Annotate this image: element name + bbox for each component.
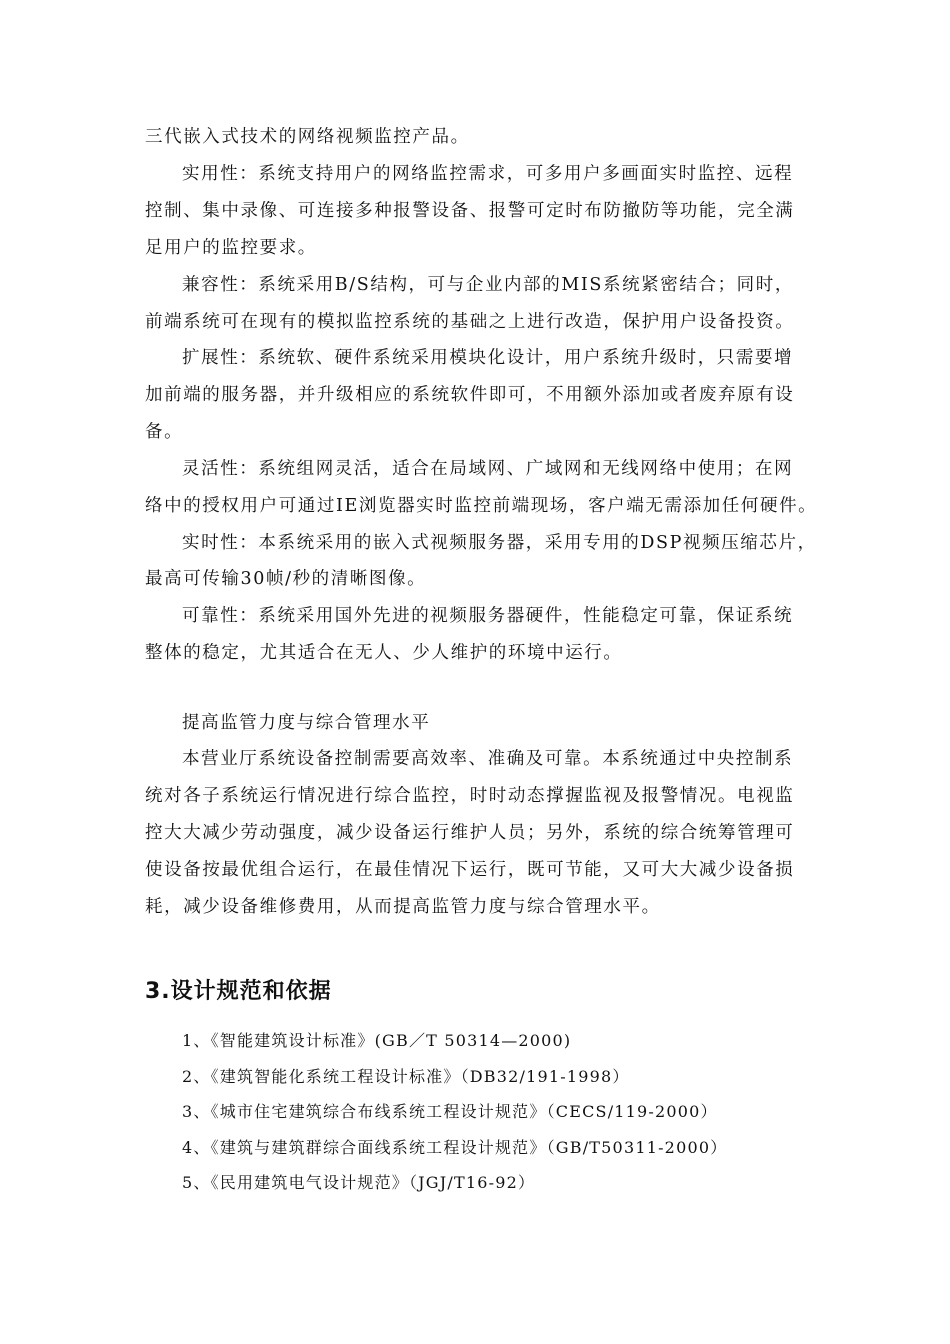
body-text-line: 控制、集中录像、可连接多种报警设备、报警可定时布防撤防等功能，完全满 xyxy=(145,201,795,221)
body-text-line: 兼容性：系统采用B/S结构，可与企业内部的MIS系统紧密结合；同时， xyxy=(182,275,794,295)
reference-item: 3、《城市住宅建筑综合布线系统工程设计规范》（CECS/119-2000） xyxy=(182,1102,718,1121)
body-text-line: 最高可传输30帧/秒的清晰图像。 xyxy=(145,569,427,589)
body-text-line: 耗，减少设备维修费用，从而提高监管力度与综合管理水平。 xyxy=(145,897,661,917)
body-text-line: 可靠性：系统采用国外先进的视频服务器硬件，性能稳定可靠，保证系统 xyxy=(182,606,794,626)
body-text-line: 本营业厅系统设备控制需要高效率、准确及可靠。本系统通过中央控制系 xyxy=(182,749,794,769)
body-text-line: 前端系统可在现有的模拟监控系统的基础之上进行改造，保护用户设备投资。 xyxy=(145,312,795,332)
section-heading: 3.设计规范和依据 xyxy=(145,979,332,1004)
body-text-line: 足用户的监控要求。 xyxy=(145,238,317,258)
reference-item: 1、《智能建筑设计标准》(GB／T 50314—2000) xyxy=(182,1031,572,1050)
body-text-line: 实时性：本系统采用的嵌入式视频服务器，采用专用的DSP视频压缩芯片， xyxy=(182,533,817,553)
body-text-line: 实用性：系统支持用户的网络监控需求，可多用户多画面实时监控、远程 xyxy=(182,164,794,184)
body-text-line: 备。 xyxy=(145,422,184,442)
body-text-line: 灵活性：系统组网灵活，适合在局域网、广域网和无线网络中使用；在网 xyxy=(182,459,794,479)
body-text-line: 三代嵌入式技术的网络视频监控产品。 xyxy=(145,127,470,147)
reference-item: 2、《建筑智能化系统工程设计标准》（DB32/191-1998） xyxy=(182,1067,630,1086)
subheading-text: 提高监管力度与综合管理水平 xyxy=(182,713,431,733)
body-text-line: 络中的授权用户可通过IE浏览器实时监控前端现场，客户端无需添加任何硬件。 xyxy=(145,496,818,516)
body-text-line: 使设备按最优组合运行，在最佳情况下运行，既可节能，又可大大减少设备损 xyxy=(145,860,795,880)
body-text-line: 扩展性：系统软、硬件系统采用模块化设计，用户系统升级时，只需要增 xyxy=(182,348,794,368)
body-text-line: 整体的稳定，尤其适合在无人、少人维护的环境中运行。 xyxy=(145,643,623,663)
body-text-line: 控大大减少劳动强度，减少设备运行维护人员；另外，系统的综合统筹管理可 xyxy=(145,823,795,843)
body-text-line: 统对各子系统运行情况进行综合监控，时时动态撑握监视及报警情况。电视监 xyxy=(145,786,795,806)
body-text-line: 加前端的服务器，并升级相应的系统软件即可，不用额外添加或者废弃原有设 xyxy=(145,385,795,405)
reference-item: 4、《建筑与建筑群综合面线系统工程设计规范》（GB/T50311-2000） xyxy=(182,1138,728,1157)
reference-item: 5、《民用建筑电气设计规范》（JGJ/T16-92） xyxy=(182,1173,536,1192)
